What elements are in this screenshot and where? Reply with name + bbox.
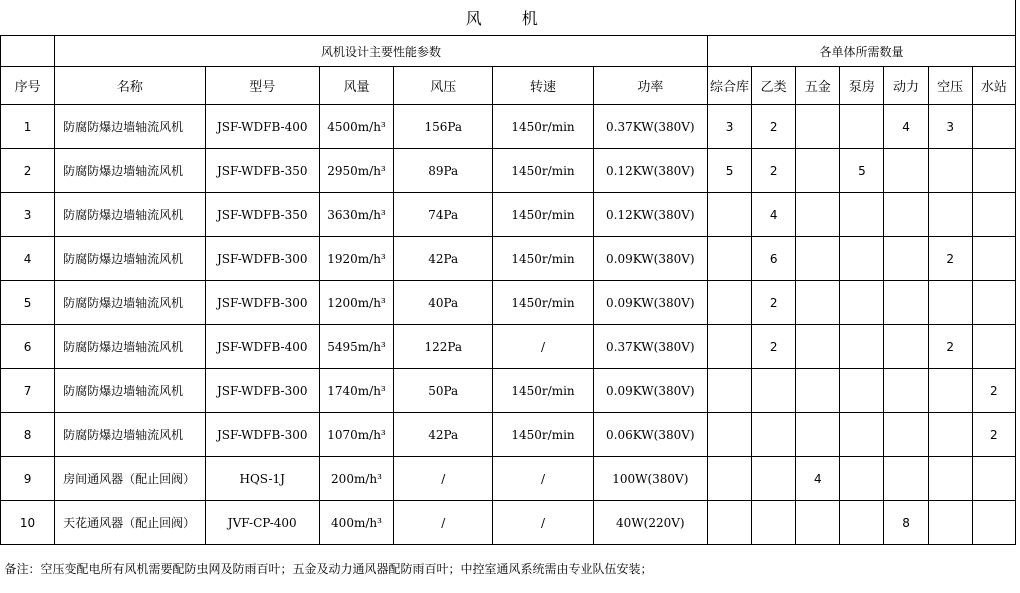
table-cell: / <box>493 457 593 501</box>
table-cell: JSF-WDFB-300 <box>205 413 319 457</box>
table-cell: 74Pa <box>394 193 493 237</box>
table-cell <box>707 237 751 281</box>
column-header: 泵房 <box>840 67 884 105</box>
table-cell <box>928 193 972 237</box>
table-row <box>1 193 1016 237</box>
table-cell <box>972 149 1015 193</box>
table-row <box>1 457 1016 501</box>
table-cell: 1450r/min <box>493 105 593 149</box>
table-cell <box>840 501 884 545</box>
table-cell: 防腐防爆边墙轴流风机 <box>55 105 205 149</box>
table-cell: 6 <box>752 237 796 281</box>
table-cell <box>840 281 884 325</box>
table-cell: 1200m/h³ <box>319 281 393 325</box>
column-header: 水站 <box>972 67 1015 105</box>
note-text: 备注：空压变配电所有风机需要配防虫网及防雨百叶；五金及动力通风器配防雨百叶；中控室通风系统需由专业队伍安装； <box>1 545 1016 593</box>
table-cell: 8 <box>884 501 928 545</box>
table-cell <box>928 457 972 501</box>
table-cell: 4 <box>1 237 55 281</box>
column-header: 动力 <box>884 67 928 105</box>
table-cell <box>796 369 840 413</box>
table-cell: 防腐防爆边墙轴流风机 <box>55 149 205 193</box>
table-cell <box>840 369 884 413</box>
column-header: 功率 <box>593 67 707 105</box>
table-cell: 10 <box>1 501 55 545</box>
column-header: 风压 <box>394 67 493 105</box>
table-cell: 防腐防爆边墙轴流风机 <box>55 325 205 369</box>
table-cell <box>796 149 840 193</box>
table-cell: 5495m/h³ <box>319 325 393 369</box>
column-header: 空压 <box>928 67 972 105</box>
table-cell <box>752 413 796 457</box>
table-row <box>1 149 1016 193</box>
table-cell: 5 <box>840 149 884 193</box>
table-cell: 42Pa <box>394 237 493 281</box>
table-cell: 防腐防爆边墙轴流风机 <box>55 237 205 281</box>
table-cell: 9 <box>1 457 55 501</box>
table-cell: 2 <box>752 281 796 325</box>
column-header: 名称 <box>55 67 205 105</box>
table-cell: 122Pa <box>394 325 493 369</box>
table-cell: 2 <box>752 149 796 193</box>
table-cell: 6 <box>1 325 55 369</box>
table-cell: 4 <box>752 193 796 237</box>
table-cell: JSF-WDFB-350 <box>205 193 319 237</box>
table-cell <box>884 369 928 413</box>
table-cell <box>884 193 928 237</box>
table-cell <box>707 325 751 369</box>
table-row <box>1 105 1016 149</box>
table-cell: 1 <box>1 105 55 149</box>
table-cell: 2 <box>928 237 972 281</box>
table-cell: JSF-WDFB-350 <box>205 149 319 193</box>
table-cell: 1920m/h³ <box>319 237 393 281</box>
table-cell: 2 <box>972 413 1015 457</box>
table-cell: 防腐防爆边墙轴流风机 <box>55 193 205 237</box>
table-row <box>1 237 1016 281</box>
group-header-row <box>1 36 1016 67</box>
column-header: 综合库 <box>707 67 751 105</box>
table-cell <box>707 193 751 237</box>
table-cell <box>972 281 1015 325</box>
table-cell: 防腐防爆边墙轴流风机 <box>55 369 205 413</box>
table-cell <box>884 281 928 325</box>
table-body <box>1 0 1016 592</box>
table-cell <box>707 457 751 501</box>
table-cell: 防腐防爆边墙轴流风机 <box>55 281 205 325</box>
table-cell: 1450r/min <box>493 193 593 237</box>
table-cell: 5 <box>707 149 751 193</box>
table-cell: 天花通风器（配止回阀） <box>55 501 205 545</box>
table-cell: 89Pa <box>394 149 493 193</box>
table-row <box>1 501 1016 545</box>
table-cell: JSF-WDFB-300 <box>205 237 319 281</box>
table-cell: 1450r/min <box>493 413 593 457</box>
table-cell <box>796 193 840 237</box>
table-cell <box>796 237 840 281</box>
table-cell: 1450r/min <box>493 369 593 413</box>
table-cell: 1070m/h³ <box>319 413 393 457</box>
table-cell: 2 <box>1 149 55 193</box>
table-cell: 50Pa <box>394 369 493 413</box>
table-cell <box>972 501 1015 545</box>
table-cell <box>884 413 928 457</box>
table-cell: 7 <box>1 369 55 413</box>
table-cell: JSF-WDFB-400 <box>205 105 319 149</box>
group-header-quantities: 各单体所需数量 <box>707 36 1015 67</box>
table-cell: 400m/h³ <box>319 501 393 545</box>
table-cell: 0.09KW(380V) <box>593 237 707 281</box>
table-cell: 4 <box>796 457 840 501</box>
table-cell <box>796 325 840 369</box>
table-cell <box>796 281 840 325</box>
column-header: 序号 <box>1 67 55 105</box>
table-cell <box>972 237 1015 281</box>
table-cell <box>707 413 751 457</box>
table-cell: 0.09KW(380V) <box>593 281 707 325</box>
table-cell <box>928 501 972 545</box>
table-cell: 0.12KW(380V) <box>593 149 707 193</box>
table-row <box>1 369 1016 413</box>
table-cell <box>840 457 884 501</box>
group-header-blank <box>1 36 55 67</box>
table-cell <box>707 501 751 545</box>
table-cell <box>796 105 840 149</box>
note-row <box>1 545 1016 593</box>
table-cell: 3 <box>707 105 751 149</box>
table-cell: 100W(380V) <box>593 457 707 501</box>
table-cell <box>928 369 972 413</box>
table-cell <box>884 325 928 369</box>
table-row <box>1 281 1016 325</box>
table-cell: 1450r/min <box>493 281 593 325</box>
table-cell <box>840 325 884 369</box>
column-header: 乙类 <box>752 67 796 105</box>
table-cell: 2 <box>928 325 972 369</box>
table-cell: 0.06KW(380V) <box>593 413 707 457</box>
table-cell: 2 <box>752 325 796 369</box>
table-cell <box>752 457 796 501</box>
table-cell: JSF-WDFB-400 <box>205 325 319 369</box>
table-cell: 3 <box>1 193 55 237</box>
table-cell <box>840 237 884 281</box>
table-cell: 2 <box>752 105 796 149</box>
sheet-title: 风 机 <box>1 0 1016 36</box>
table-cell <box>707 369 751 413</box>
table-cell: 5 <box>1 281 55 325</box>
table-cell: 4 <box>884 105 928 149</box>
column-header: 五金 <box>796 67 840 105</box>
table-cell <box>840 413 884 457</box>
table-cell <box>752 501 796 545</box>
table-cell <box>796 413 840 457</box>
table-cell: 40W(220V) <box>593 501 707 545</box>
table-cell: 房间通风器（配止回阀） <box>55 457 205 501</box>
table-row <box>1 325 1016 369</box>
table-cell: 防腐防爆边墙轴流风机 <box>55 413 205 457</box>
table-cell <box>972 193 1015 237</box>
table-cell <box>928 149 972 193</box>
group-header-specs: 风机设计主要性能参数 <box>55 36 708 67</box>
table-cell: 156Pa <box>394 105 493 149</box>
table-cell <box>972 457 1015 501</box>
table-cell: JSF-WDFB-300 <box>205 281 319 325</box>
table-cell: 2 <box>972 369 1015 413</box>
table-cell <box>884 149 928 193</box>
table-cell: 0.12KW(380V) <box>593 193 707 237</box>
table-cell: JVF-CP-400 <box>205 501 319 545</box>
table-cell: 4500m/h³ <box>319 105 393 149</box>
table-cell <box>840 105 884 149</box>
table-cell: 200m/h³ <box>319 457 393 501</box>
table-cell: 1450r/min <box>493 237 593 281</box>
table-cell: / <box>493 325 593 369</box>
table-cell: 42Pa <box>394 413 493 457</box>
table-cell: 1740m/h³ <box>319 369 393 413</box>
table-cell <box>928 281 972 325</box>
column-header: 型号 <box>205 67 319 105</box>
table-cell <box>752 369 796 413</box>
table-cell: 0.37KW(380V) <box>593 105 707 149</box>
table-cell <box>884 457 928 501</box>
table-cell: HQS-1J <box>205 457 319 501</box>
title-row <box>1 0 1016 36</box>
table-cell: 2950m/h³ <box>319 149 393 193</box>
table-cell: / <box>394 457 493 501</box>
table-cell: 8 <box>1 413 55 457</box>
table-cell: JSF-WDFB-300 <box>205 369 319 413</box>
table-cell <box>972 105 1015 149</box>
table-cell: 3 <box>928 105 972 149</box>
table-cell: 40Pa <box>394 281 493 325</box>
table-cell: 0.37KW(380V) <box>593 325 707 369</box>
table-cell: / <box>493 501 593 545</box>
table-cell <box>796 501 840 545</box>
column-header: 风量 <box>319 67 393 105</box>
table-row <box>1 413 1016 457</box>
table-cell: 0.09KW(380V) <box>593 369 707 413</box>
table-cell <box>840 193 884 237</box>
table-cell: 3630m/h³ <box>319 193 393 237</box>
table-cell <box>928 413 972 457</box>
table-cell <box>707 281 751 325</box>
column-header-row <box>1 67 1016 105</box>
table-cell: 1450r/min <box>493 149 593 193</box>
table-cell <box>884 237 928 281</box>
table-cell <box>972 325 1015 369</box>
table-cell: / <box>394 501 493 545</box>
column-header: 转速 <box>493 67 593 105</box>
